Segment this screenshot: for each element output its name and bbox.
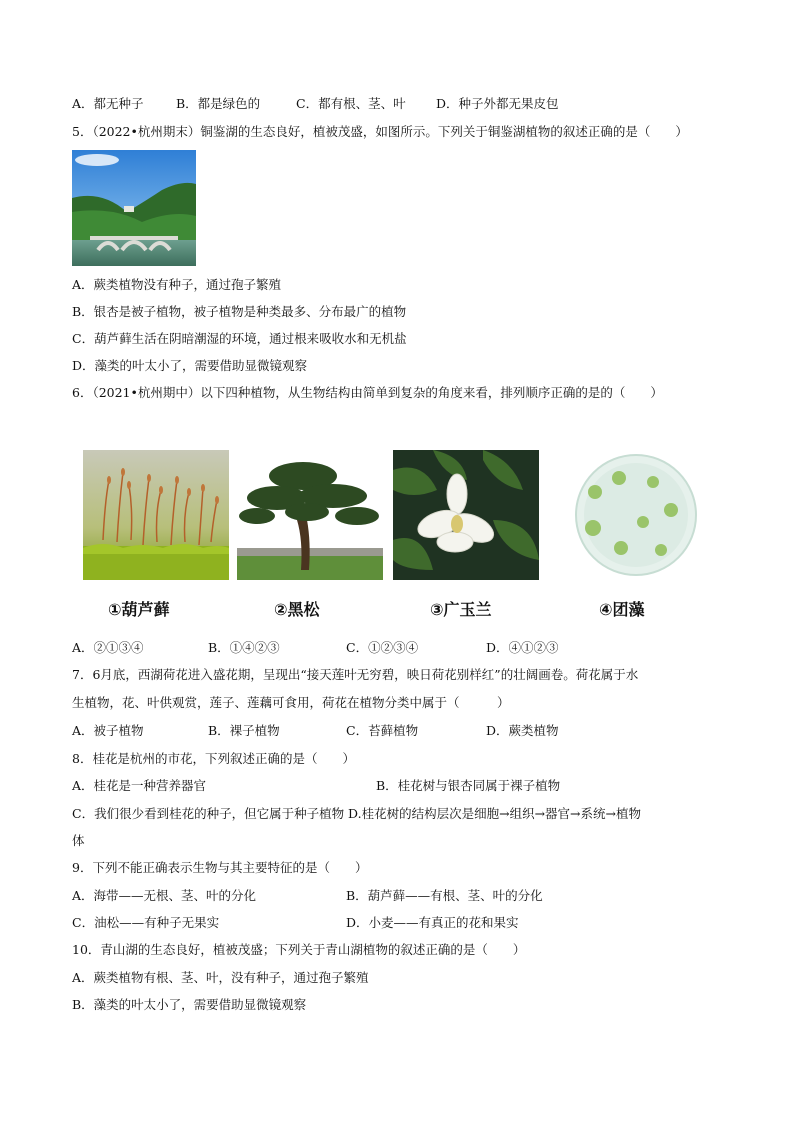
q4-option-d: D．种子外都无果皮包 [436,96,559,111]
q6-option-d: D．④①②③ [486,640,559,655]
q6-option-a: A．②①③④ [72,640,144,655]
q8-option-d-continued: 体 [72,833,85,848]
q8-option-b: B．桂花树与银杏同属于裸子植物 [376,778,561,793]
q9-option-c: C．油松——有种子无果实 [72,915,220,930]
caption-moss: ①葫芦藓 [108,600,170,619]
q7-option-c: C．苔藓植物 [346,723,419,738]
q8-stem: 8．桂花是杭州的市花，下列叙述正确的是（ ） [72,751,355,766]
caption-black-pine: ②黑松 [274,600,320,619]
q5-stem: 5．（2022•杭州期末）铜鉴湖的生态良好，植被茂盛，如图所示。下列关于铜鉴湖植物的叙述正确的是（ ） [72,124,688,139]
q5-option-b: B．银杏是被子植物，被子植物是种类最多、分布最广的植物 [72,304,407,319]
lake-bridge-photo [72,150,196,266]
q10-option-a: A．蕨类植物有根、茎、叶，没有种子，通过孢子繁殖 [72,970,369,985]
q9-option-a: A．海带——无根、茎、叶的分化 [72,888,257,903]
q4-option-a: A．都无种子 [72,96,144,111]
q8-option-c-d: C．我们很少看到桂花的种子，但它属于种子植物 D.桂花树的结构层次是细胞→组织→器官→系统→植物 [72,806,641,821]
q6-stem: 6．（2021•杭州期中）以下四种植物，从生物结构由简单到复杂的角度来看，排列顺序正确的是的（ ） [72,385,663,400]
q5-option-a: A．蕨类植物没有种子，通过孢子繁殖 [72,277,282,292]
caption-volvox: ④团藻 [599,600,645,619]
q4-option-b: B．都是绿色的 [176,96,261,111]
q8-option-a: A．桂花是一种营养器官 [72,778,207,793]
volvox-photo [563,450,709,580]
q10-stem: 10．青山湖的生态良好，植被茂盛；下列关于青山湖植物的叙述正确的是（ ） [72,942,526,957]
q6-option-b: B．①④②③ [208,640,280,655]
black-pine-photo [237,450,383,580]
q7-stem-line2: 生植物，花、叶供观赏，莲子、莲藕可食用，荷花在植物分类中属于（ ） [72,695,510,710]
magnolia-photo [393,450,539,580]
q10-option-b: B．藻类的叶太小了，需要借助显微镜观察 [72,997,307,1012]
caption-magnolia: ③广玉兰 [430,600,492,619]
q4-option-c: C．都有根、茎、叶 [296,96,406,111]
q5-option-c: C．葫芦藓生活在阴暗潮湿的环境，通过根来吸收水和无机盐 [72,331,407,346]
q7-option-b: B．裸子植物 [208,723,280,738]
q6-option-c: C．①②③④ [346,640,419,655]
q5-option-d: D．藻类的叶太小了，需要借助显微镜观察 [72,358,308,373]
q9-option-b: B．葫芦藓——有根、茎、叶的分化 [346,888,543,903]
q9-stem: 9．下列不能正确表示生物与其主要特征的是（ ） [72,860,368,875]
q7-stem-line1: 7．6月底，西湖荷花进入盛花期，呈现出“接天莲叶无穷碧，映日荷花别样红”的壮阔画卷。荷花属于水 [72,667,639,682]
q7-option-a: A．被子植物 [72,723,144,738]
q7-option-d: D．蕨类植物 [486,723,559,738]
moss-photo [83,450,229,580]
q9-option-d: D．小麦——有真正的花和果实 [346,915,519,930]
